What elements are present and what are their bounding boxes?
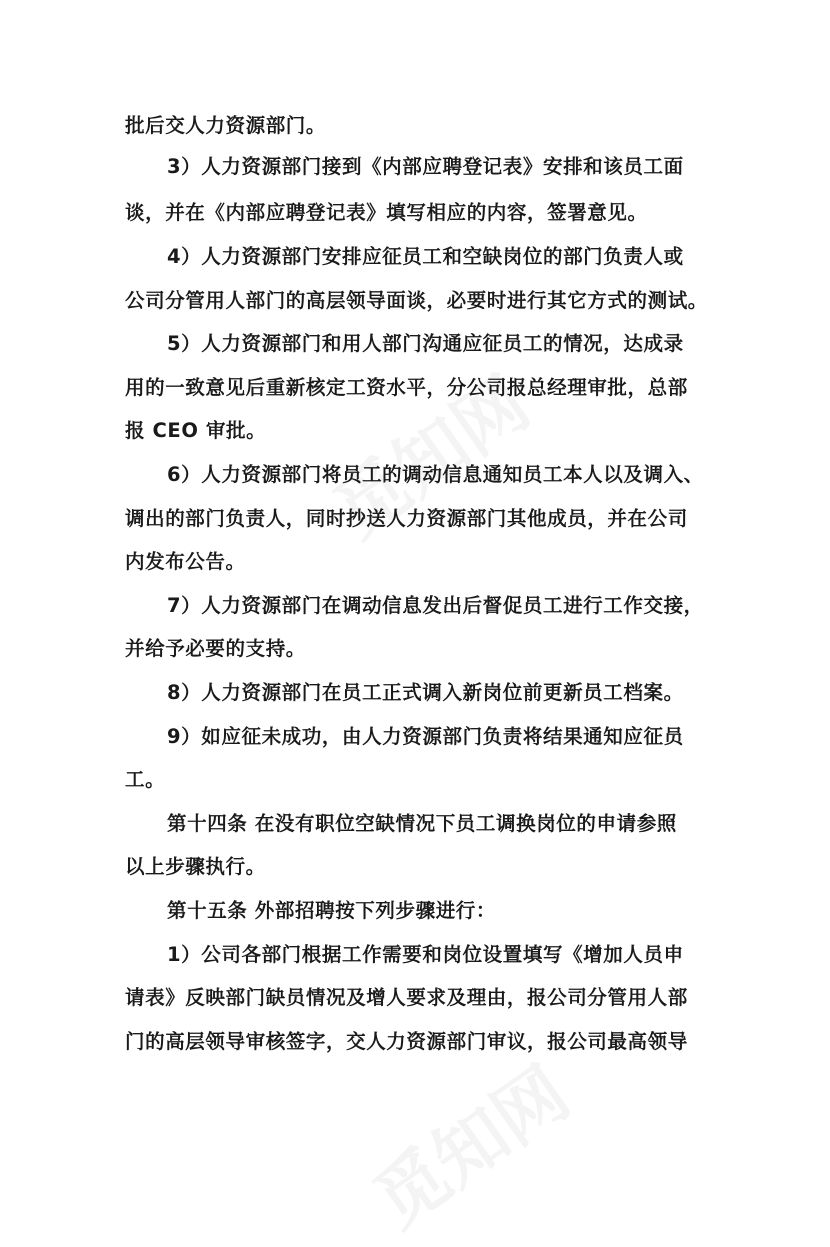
text-line: 工。	[125, 768, 166, 791]
text-line: 5）人力资源部门和用人部门沟通应征员工的情况，达成录	[167, 332, 684, 355]
watermark	[350, 1037, 587, 1246]
text-line: 报 CEO 审批。	[125, 419, 267, 442]
text-line: 第十五条 外部招聘按下列步骤进行：	[167, 899, 496, 922]
text-line: 第十四条 在没有职位空缺情况下员工调换岗位的申请参照	[167, 812, 677, 835]
text-line: 3）人力资源部门接到《内部应聘登记表》安排和该员工面	[167, 155, 684, 178]
text-line: 内发布公告。	[125, 550, 246, 573]
text-line: 7）人力资源部门在调动信息发出后督促员工进行工作交接，	[167, 594, 704, 617]
text-line: 门的高层领导审核签字，交人力资源部门审议，报公司最高领导	[125, 1030, 688, 1053]
text-line: 调出的部门负责人，同时抄送人力资源部门其他成员，并在公司	[125, 507, 688, 530]
text-line: 公司分管用人部门的高层领导面谈，必要时进行其它方式的测试。	[125, 289, 708, 312]
text-line: 9）如应征未成功，由人力资源部门负责将结果通知应征员	[167, 725, 684, 748]
text-line: 并给予必要的支持。	[125, 637, 306, 660]
text-line: 1）公司各部门根据工作需要和岗位设置填写《增加人员申	[167, 943, 684, 966]
text-line: 用的一致意见后重新核定工资水平，分公司报总经理审批，总部	[125, 376, 688, 399]
text-line: 4）人力资源部门安排应征员工和空缺岗位的部门负责人或	[167, 245, 684, 268]
text-line: 谈，并在《内部应聘登记表》填写相应的内容，签署意见。	[125, 201, 648, 224]
text-line: 8）人力资源部门在员工正式调入新岗位前更新员工档案。	[167, 681, 684, 704]
text-line: 请表》反映部门缺员情况及增人要求及理由，报公司分管用人部	[125, 986, 688, 1009]
text-line: 批后交人力资源部门。	[125, 114, 327, 137]
text-line: 6）人力资源部门将员工的调动信息通知员工本人以及调入、	[167, 463, 704, 486]
text-line: 以上步骤执行。	[125, 855, 266, 878]
